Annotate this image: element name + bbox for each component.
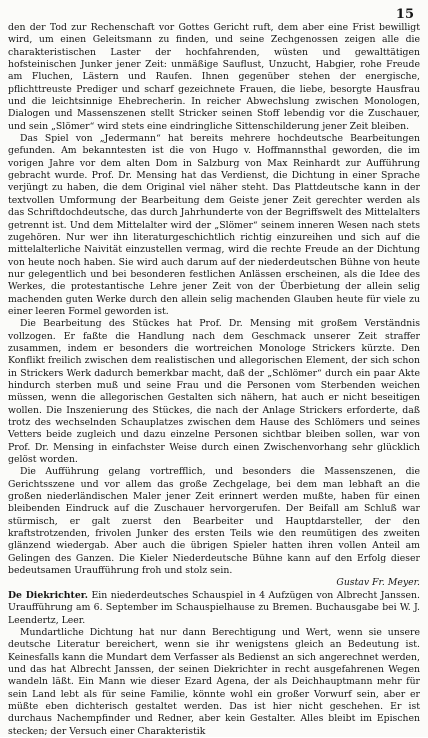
review-entry [8, 590, 420, 627]
paragraph: Mundartliche Dichtung hat nur dann Berechtigung und Wert, wenn sie unsere deutsche Literatur bereichert, wenn sie ihr wenigstens gleich an Bedeutung ist. Keinesfalls kann die Mundart dem Verfasser als Bedienst an sich angerechnet werden, und das hat Albrecht Janssen, der seinen Diekrichter in recht ausgefahrenen Wegen wandeln läßt. Ein Mann wie dieser Ezard Agena, der als Deichhauptmann mehr für sein Land lebt als für seine Familie, könnte wohl ein großer Vorwurf sein, aber er müßte eben dichterisch gestaltet werden. Das ist hier nicht geschehen. Er ist durchaus Nachempfinder und Redner, aber kein Gestalter. Alles bleibt im Epischen stecken; der Versuch einer Charakteristik [8, 626, 420, 737]
page-number: 15 [395, 7, 414, 22]
paragraph: Das Spiel von „Jedermann“ hat bereits mehrere hochdeutsche Bearbeitungen gefunden. Am bekanntesten ist die von Hugo v. Hoffmannsthal geworden, die im vorigen Jahre vor dem alten Dom in Salzburg von Max Reinhardt zur Aufführung gebracht wurde. Prof. Dr. Mensing hat das Verdienst, die Dichtung in einer Sprache verjüngt zu haben, die dem Original viel näher steht. Das Plattdeutsche kann in der textvollen Umformung der Bearbeitung dem Geiste jener Zeit gerechter werden als das Schriftdochdeutsche, das durch Jahrhunderte von der Begriffswelt des Mittelalters getrennt ist. Und dem Mittelalter wird der „Slömer“ seinem inneren Wesen nach stets zugehören. Nur wer ihn literaturgeschichtlich richtig einzureihen und sich auf die mittelalterliche Naivität einzustellen vermag, wird die rechte Freude an der Dichtung von heute noch haben. Sie wird auch darum auf der niederdeutschen Bühne von heute nur gelegentlich und bei besonderen festlichen Anlässen erscheinen, als die Idee des Werkes, die protestantische Lehre jener Zeit von der Überbietung der allein selig machenden guten Werke durch den allein selig machenden Glauben heute für viele zu einer leeren Formel geworden ist. [8, 133, 420, 317]
text-column [8, 22, 420, 737]
entry-title: De Diekrichter. [8, 589, 89, 601]
author-signature: Gustav Fr. Meyer. [336, 577, 420, 589]
paragraph: Die Aufführung gelang vortrefflich, und besonders die Massenszenen, die Gerichtsszene und vor allem das große Zechgelage, bei dem man lebhaft an die großen niederländischen Maler jener Zeit erinnert werden mußte, haben für einen bleibenden Eindruck auf die Zuschauer hervorgerufen. Der Beifall am Schluß war stürmisch, er galt zuerst den Bearbeiter und Hauptdarsteller, der den kraftstrotzenden, frivolen Junker des ersten Teils wie den reumütigen des zweiten glänzend wiedergab. Aber auch die übrigen Spieler hatten ihren vollen Anteil am Gelingen des Ganzen. Die Kieler Niederdeutsche Bühne kann auf den Erfolg dieser bedeutsamen Uraufführung froh und stolz sein. [8, 466, 420, 577]
entry-text: Ein niederdeutsches Schauspiel in 4 Aufzügen von Albrecht Janssen. Uraufführung am 6. September im Schauspielhause zu Bremen. Buchausgabe bei W. J. Leendertz, Leer. [8, 589, 420, 626]
paragraph: den der Tod zur Rechenschaft vor Gottes Gericht ruft, dem aber eine Frist bewilligt wird, um einen Geleitsmann zu finden, und seine Zechgenossen zeigen alle die charakteristischen Laster der hochfahrenden, wüsten und gewalttätigen hofsteinischen Junker jener Zeit: unmäßige Sauflust, Unzucht, Habgier, rohe Freude am Fluchen, Lästern und Raufen. Ihnen gegenüber stehen der energische, pflichttreuste Prediger und scharf gezeichnete Frauen, die liebe, besorgte Hausfrau und die leichtsinnige Ehebrecherin. In reicher Abwechslung zwischen Monologen, Dialogen und Massenszenen stellt Stricker seinen Stoff lebendig vor die Zuschauer, und sein „Slömer“ wird stets eine eindringliche Sittenschilderung jener Zeit bleiben. [8, 22, 420, 132]
paragraph: Die Bearbeitung des Stückes hat Prof. Dr. Mensing mit großem Verständnis vollzogen. Er faßte die Handlung nach dem Geschmack unserer Zeit straffer zusammen, indem er besonders die wortreichen Monologe Strickers kürzte. Den Konflikt freilich zwischen dem realistischen und allegorischen Element, der sich schon in Strickers Werk dadurch bemerkbar macht, daß der „Schlömer“ durch ein paar Akte hindurch sterben muß und seine Frau und die Personen vom Sterbenden weichen müssen, wenn die allegorischen Gestalten sich nähern, hat auch er nicht beseitigen wollen. Die Inszenierung des Stückes, die nach der Anlage Strickers erforderte, daß trotz des wechselnden Schauplatzes zwischen dem Hause des Schlömers und seines Vetters beide zugleich und dazu einzelne Personen sichtbar bleiben sollen, war von Prof. Dr. Mensing in einfachster Weise durch einen Zwischenvorhang sehr glücklich gelöst worden. [8, 318, 420, 466]
